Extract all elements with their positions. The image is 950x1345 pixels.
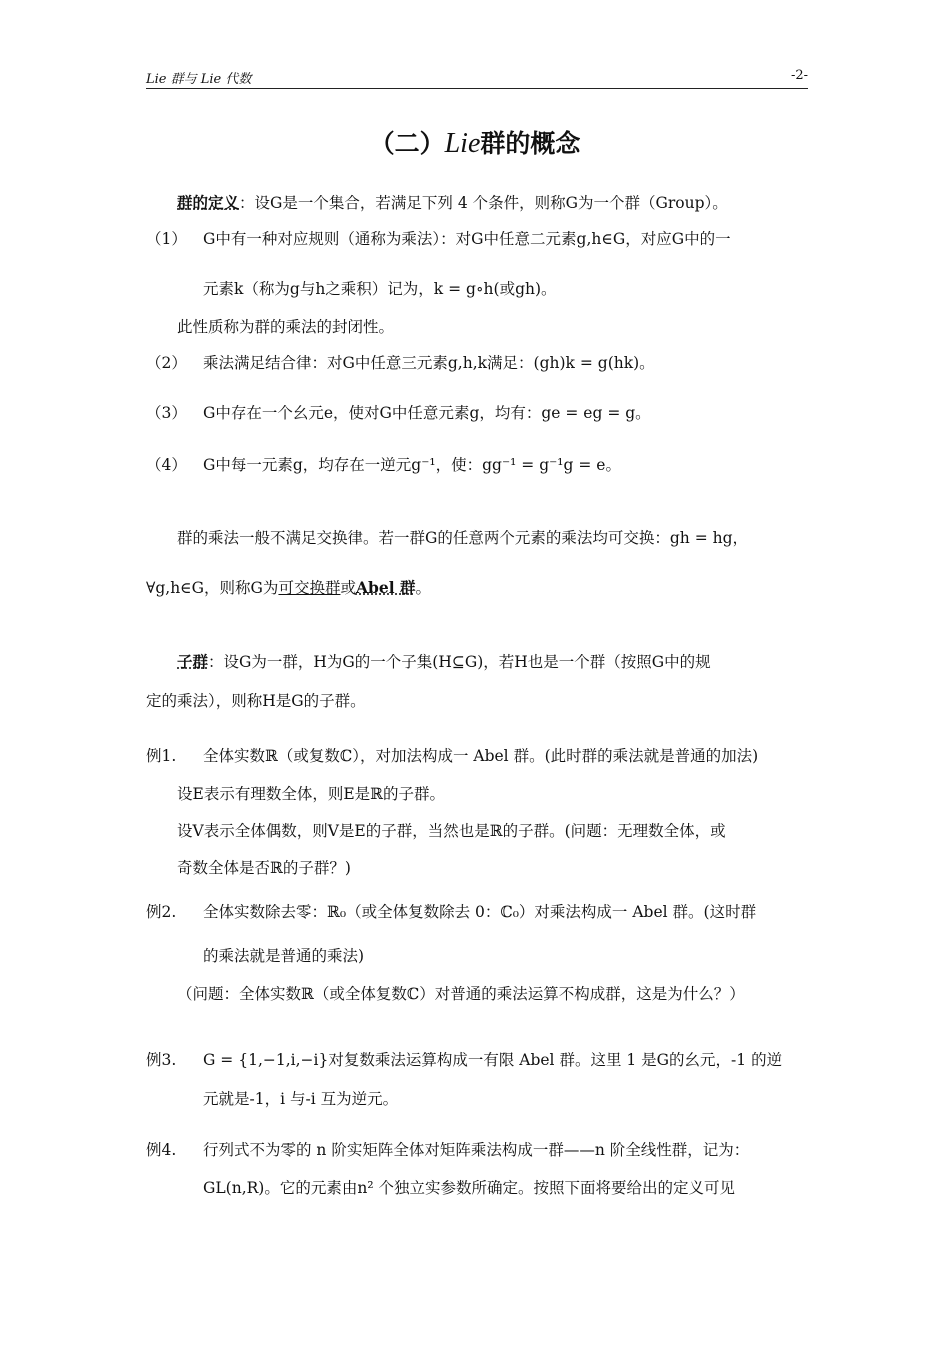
- example-4-label: 例4.: [146, 1141, 177, 1159]
- example-3-line-2: 元就是-1，i 与-i 互为逆元。: [203, 1090, 399, 1108]
- commutative-end: 。: [415, 579, 431, 597]
- commutative-line-2: [146, 578, 431, 598]
- condition-2-text: 乘法满足结合律：对G中任意三元素g,h,k满足：(gh)k = g(hk)。: [203, 354, 655, 372]
- commutative-line-1: 群的乘法一般不满足交换律。若一群G的任意两个元素的乘法均可交换：gh = hg，: [177, 529, 749, 547]
- subgroup-term: 子群: [177, 652, 209, 671]
- example-2-label: 例2.: [146, 903, 177, 921]
- commutative-line-2-text: ∀g,h∈G，则称G为: [146, 579, 279, 597]
- section-title: [0, 124, 950, 160]
- condition-3-text: G中存在一个幺元e，使对G中任意元素g，均有：ge = eg = g。: [203, 404, 651, 422]
- subgroup-line-1: [177, 652, 711, 672]
- abel-group-term: Abel 群: [355, 578, 416, 597]
- example-3-line-1: G = {1,−1,i,−i}对复数乘法运算构成一有限 Abel 群。这里 1 是G的幺元，-1 的逆: [203, 1051, 783, 1069]
- group-definition-text: ：设G是一个集合，若满足下列 4 个条件，则称G为一个群（Group）。: [239, 194, 728, 212]
- condition-2-number: （2）: [146, 354, 187, 372]
- condition-3-number: （3）: [146, 404, 187, 422]
- example-3-label: 例3.: [146, 1051, 177, 1069]
- group-definition-intro: [177, 193, 728, 213]
- running-header: [146, 68, 808, 89]
- condition-1-number: （1）: [146, 230, 187, 248]
- subgroup-text: ：设G为一群，H为G的一个子集(H⊆G)，若H也是一个群（按照G中的规: [208, 653, 711, 671]
- example-1-line-2: 设E表示有理数全体，则E是ℝ的子群。: [177, 785, 446, 803]
- title-suffix: 群的概念: [480, 129, 581, 158]
- example-1-line-1: 全体实数ℝ（或复数ℂ），对加法构成一 Abel 群。(此时群的乘法就是普通的加法): [203, 747, 759, 765]
- example-2-line-2: 的乘法就是普通的乘法): [203, 947, 365, 965]
- commutative-or: 或: [340, 579, 356, 597]
- group-definition-term: 群的定义: [177, 193, 240, 212]
- condition-4-text: G中每一元素g，均存在一逆元g⁻¹，使：gg⁻¹ = g⁻¹g = e。: [203, 456, 621, 474]
- example-2-line-1: 全体实数除去零：ℝ₀（或全体复数除去 0：ℂ₀）对乘法构成一 Abel 群。(这时群: [203, 903, 757, 921]
- condition-1-line-1: G中有一种对应规则（通称为乘法）：对G中任意二元素g,h∈G，对应G中的一: [203, 230, 731, 248]
- condition-1-note: 此性质称为群的乘法的封闭性。: [177, 318, 395, 336]
- example-2-line-3: （问题：全体实数ℝ（或全体复数ℂ）对普通的乘法运算不构成群，这是为什么？）: [177, 985, 745, 1003]
- example-1-line-4: 奇数全体是否ℝ的子群？): [177, 859, 351, 877]
- commutative-group-term: 可交换群: [278, 579, 341, 597]
- example-1-line-3: 设V表示全体偶数，则V是E的子群，当然也是ℝ的子群。(问题：无理数全体，或: [177, 822, 726, 840]
- condition-4-number: （4）: [146, 456, 187, 474]
- condition-1-line-2: 元素k（称为g与h之乘积）记为，k = g∘h(或gh)。: [203, 280, 557, 298]
- example-4-line-1: 行列式不为零的 n 阶实矩阵全体对矩阵乘法构成一群——n 阶全线性群，记为：: [203, 1141, 750, 1159]
- example-1-label: 例1.: [146, 747, 177, 765]
- example-4-line-2: GL(n,R)。它的元素由n² 个独立实参数所确定。按照下面将要给出的定义可见: [203, 1179, 735, 1197]
- title-lie: Lie: [444, 128, 481, 159]
- title-prefix: （二）: [369, 129, 445, 158]
- subgroup-line-2: 定的乘法），则称H是G的子群。: [146, 692, 366, 710]
- header-title: Lie 群与 Lie 代数: [146, 72, 252, 87]
- page-number: -2-: [790, 68, 808, 83]
